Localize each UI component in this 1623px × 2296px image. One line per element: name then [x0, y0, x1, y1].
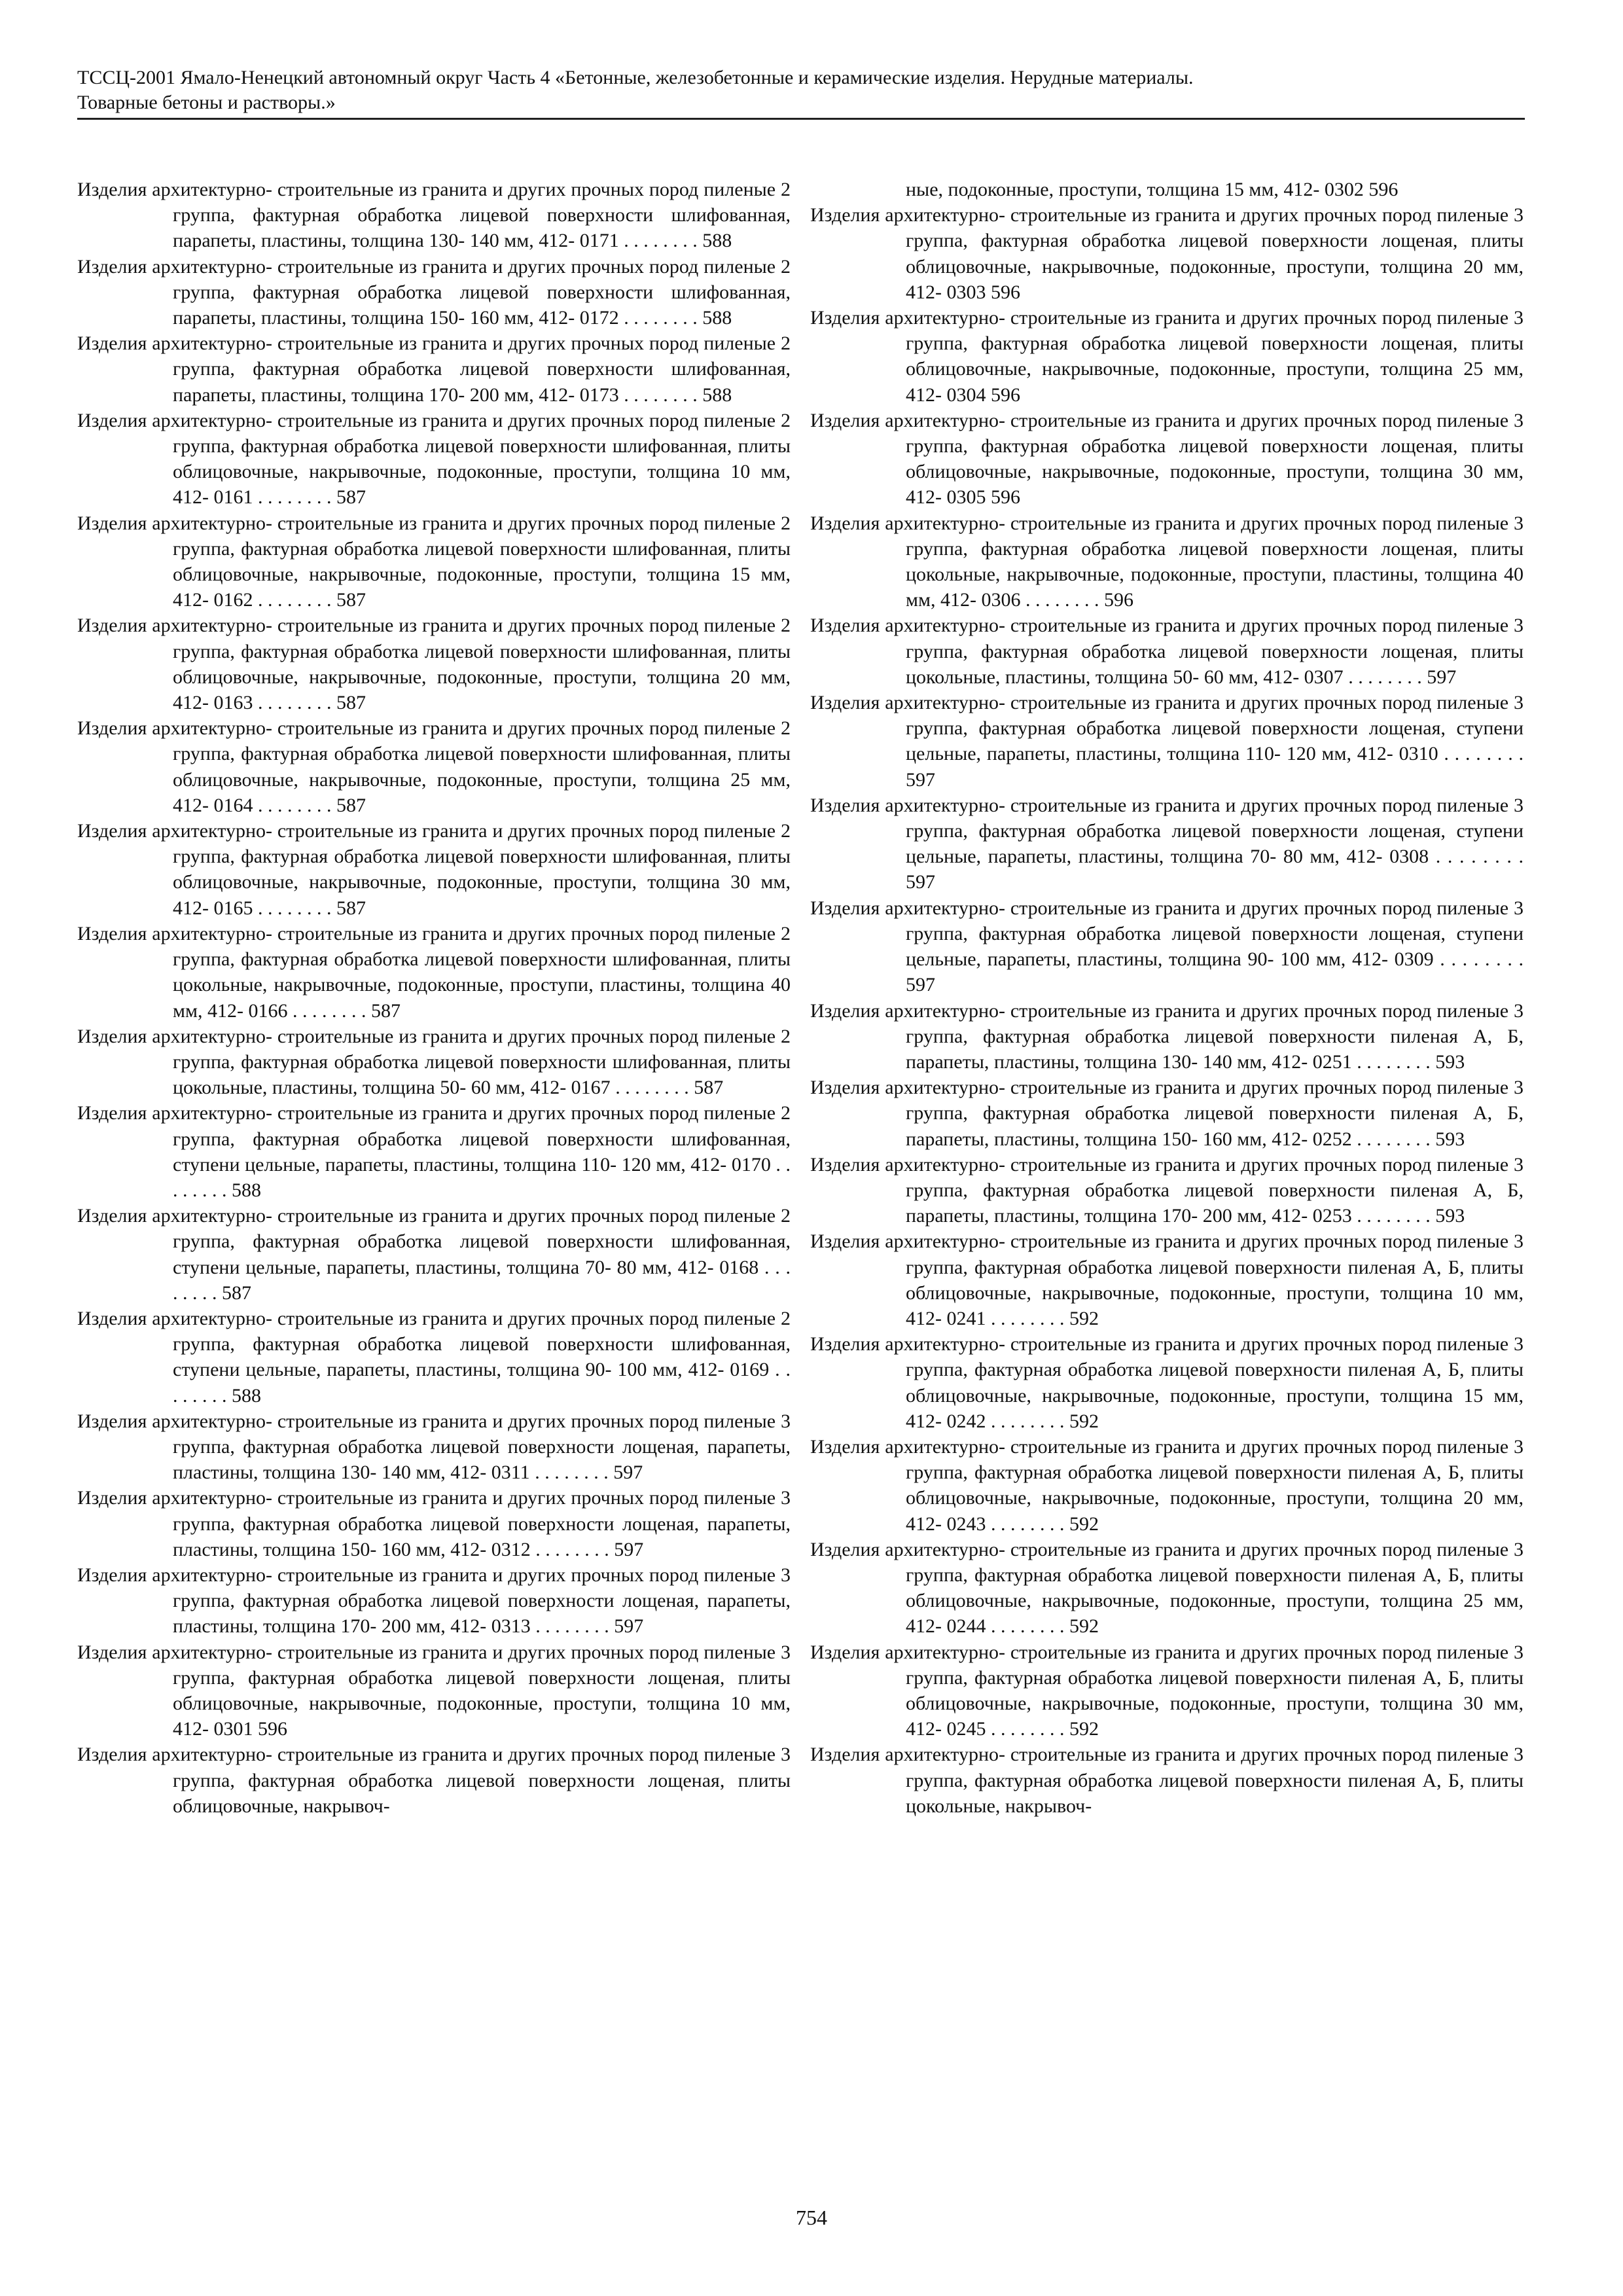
- index-entry: [77, 331, 791, 408]
- dot-leader: . . . . . . . .: [1351, 1050, 1436, 1073]
- index-entry-text: Изделия архитектурно- строительные из гранита и других прочных пород пиленые 3 группа, фактурная обработка лицевой поверхности лощеная, плиты облицовочные, накрывочные, подоконные, проступи, толщина 30 мм, 412- 0305 596: [810, 409, 1524, 509]
- index-entry-page: 593: [1435, 1128, 1465, 1150]
- index-entry-page: 592: [1069, 1615, 1099, 1638]
- index-entry: [810, 202, 1524, 305]
- index-entry-page: 587: [694, 1077, 724, 1099]
- index-entry-text: Изделия архитектурно- строительные из гранита и других прочных пород пиленые 3 группа, фактурная обработка лицевой поверхности пиленая А, Б, плиты цокольные, накрывоч-: [810, 1744, 1524, 1817]
- index-entry-text: Изделия архитектурно- строительные из гранита и других прочных пород пиленые 2 группа, фактурная обработка лицевой поверхности шлифованная, парапеты, пластины, толщина 150- 160 мм, 412- 0172: [77, 255, 791, 329]
- dot-leader: . . . . . . . .: [173, 1153, 791, 1201]
- index-entry: [77, 921, 791, 1024]
- index-entry-text: Изделия архитектурно- строительные из гранита и других прочных пород пиленые 3 группа, фактурная обработка лицевой поверхности лощеная, парапеты, пластины, толщина 130- 140 мм, 412- 0311: [77, 1410, 791, 1484]
- index-entry-text: Изделия архитектурно- строительные из гранита и других прочных пород пиленые 2 группа, фактурная обработка лицевой поверхности шлифованная, ступени цельные, парапеты, пластины, толщина 110- 120 мм, 412- 0170: [77, 1102, 791, 1175]
- index-entry: [810, 690, 1524, 793]
- dot-leader: . . . . . . . .: [1020, 589, 1104, 611]
- dot-leader: . . . . . . . .: [173, 1256, 791, 1304]
- dot-leader: . . . . . . . .: [1438, 743, 1524, 765]
- index-entry-text: Изделия архитектурно- строительные из гранита и других прочных пород пиленые 3 группа, фактурная обработка лицевой поверхности лощеная, ступени цельные, парапеты, пластины, толщина 110- 120 мм, 412- 0310: [810, 692, 1524, 765]
- index-entry: [810, 1229, 1524, 1331]
- index-entry: [77, 818, 791, 921]
- index-entry-text: Изделия архитектурно- строительные из гранита и других прочных пород пиленые 3 группа, фактурная обработка лицевой поверхности пиленая А, Б, плиты облицовочные, накрывочные, подоконные, проступи, толщина 30 мм, 412- 0245: [810, 1641, 1524, 1740]
- dot-leader: . . . . . . . .: [253, 692, 336, 714]
- dot-leader: . . . . . . . .: [253, 897, 336, 919]
- dot-leader: . . . . . . . .: [530, 1538, 615, 1560]
- dot-leader: . . . . . . . .: [529, 1462, 614, 1484]
- index-entry-text: Изделия архитектурно- строительные из гранита и других прочных пород пиленые 3 группа, фактурная обработка лицевой поверхности пиленая А, Б, плиты облицовочные, накрывочные, подоконные, проступи, толщина 25 мм, 412- 0244: [810, 1538, 1524, 1638]
- index-entry: [810, 1640, 1524, 1742]
- index-entry-text: Изделия архитектурно- строительные из гранита и других прочных пород пиленые 2 группа, фактурная обработка лицевой поверхности шлифованная, плиты облицовочные, накрывочные, подоконные, проступи, толщина 25 мм, 412- 0164: [77, 717, 791, 816]
- index-entry-text: Изделия архитектурно- строительные из гранита и других прочных пород пиленые 3 группа, фактурная обработка лицевой поверхности лощеная, плиты цокольные, пластины, толщина 50- 60 мм, 412- 0307: [810, 615, 1524, 688]
- index-entry-text: Изделия архитектурно- строительные из гранита и других прочных пород пиленые 3 группа, фактурная обработка лицевой поверхности лощеная, плиты облицовочные, накрывочные, подоконные, проступи, толщина 25 мм, 412- 0304 596: [810, 307, 1524, 406]
- index-entry-page: 588: [232, 1384, 261, 1407]
- dot-leader: . . . . . . . .: [1343, 666, 1427, 688]
- index-entry-page: 593: [1435, 1050, 1465, 1073]
- index-entry-text: Изделия архитектурно- строительные из гранита и других прочных пород пиленые 3 группа, фактурная обработка лицевой поверхности пиленая А, Б, парапеты, пластины, толщина 150- 160 мм, 412- 0252: [810, 1077, 1524, 1150]
- dot-leader: . . . . . . . .: [173, 1359, 791, 1407]
- page-number: 754: [796, 2206, 827, 2229]
- index-entry: [810, 613, 1524, 690]
- index-entry: [77, 1024, 791, 1101]
- index-entry-page: 597: [614, 1615, 644, 1638]
- index-entry-page: 596: [1103, 589, 1133, 611]
- index-entry-page: 587: [336, 486, 366, 509]
- index-entry-text: Изделия архитектурно- строительные из гранита и других прочных пород пиленые 2 группа, фактурная обработка лицевой поверхности шлифованная, парапеты, пластины, толщина 130- 140 мм, 412- 0171: [77, 179, 791, 252]
- index-entry-text: Изделия архитектурно- строительные из гранита и других прочных пород пиленые 3 группа, фактурная обработка лицевой поверхности пиленая А, Б, плиты облицовочные, накрывочные, подоконные, проступи, толщина 15 мм, 412- 0242: [810, 1333, 1524, 1432]
- index-entry-text: Изделия архитектурно- строительные из гранита и других прочных пород пиленые 2 группа, фактурная обработка лицевой поверхности шлифованная, плиты цокольные, пластины, толщина 50- 60 мм, 412- 0167: [77, 1025, 791, 1099]
- index-entry-text: Изделия архитектурно- строительные из гранита и других прочных пород пиленые 3 группа, фактурная обработка лицевой поверхности лощеная, плиты цокольные, накрывочные, подоконные, проступи, пластины, толщина 40 мм, 412- 0306: [810, 512, 1524, 611]
- index-entry-page: 587: [222, 1282, 251, 1304]
- index-entry: [810, 177, 1524, 202]
- index-entry: [810, 1742, 1524, 1819]
- dot-leader: . . . . . . . .: [986, 1615, 1069, 1638]
- index-entry: [77, 177, 791, 254]
- dot-leader: . . . . . . . .: [986, 1718, 1069, 1740]
- index-entry-page: 597: [614, 1538, 644, 1560]
- index-entry-text: Изделия архитектурно- строительные из гранита и других прочных пород пиленые 3 группа, фактурная обработка лицевой поверхности пиленая А, Б, плиты облицовочные, накрывочные, подоконные, проступи, толщина 10 мм, 412- 0241: [810, 1230, 1524, 1329]
- index-entry-text: Изделия архитектурно- строительные из гранита и других прочных пород пиленые 3 группа, фактурная обработка лицевой поверхности пиленая А, Б, парапеты, пластины, толщина 170- 200 мм, 412- 0253: [810, 1153, 1524, 1227]
- index-entry: [77, 1640, 791, 1742]
- index-entry-text: Изделия архитектурно- строительные из гранита и других прочных пород пиленые 2 группа, фактурная обработка лицевой поверхности шлифованная, ступени цельные, парапеты, пластины, толщина 70- 80 мм, 412- 0168: [77, 1205, 791, 1278]
- dot-leader: . . . . . . . .: [530, 1615, 615, 1638]
- dot-leader: . . . . . . . .: [618, 384, 703, 406]
- index-entry: [77, 613, 791, 715]
- dot-leader: . . . . . . . .: [986, 1513, 1069, 1535]
- index-entry: [77, 408, 791, 511]
- index-entry: [77, 1306, 791, 1408]
- index-entry: [810, 1537, 1524, 1640]
- index-entry-text: Изделия архитектурно- строительные из гранита и других прочных пород пиленые 3 группа, фактурная обработка лицевой поверхности пиленая А, Б, парапеты, пластины, толщина 130- 140 мм, 412- 0251: [810, 999, 1524, 1073]
- index-entry-text: Изделия архитектурно- строительные из гранита и других прочных пород пиленые 3 группа, фактурная обработка лицевой поверхности лощеная, плиты облицовочные, накрывочные, подоконные, проступи, толщина 20 мм, 412- 0303 596: [810, 204, 1524, 303]
- index-entry: [810, 895, 1524, 998]
- dot-leader: . . . . . . . .: [253, 589, 336, 611]
- index-entry: [77, 1203, 791, 1306]
- dot-leader: . . . . . . . .: [618, 230, 703, 252]
- index-entry-text: Изделия архитектурно- строительные из гранита и других прочных пород пиленые 2 группа, фактурная обработка лицевой поверхности шлифованная, плиты облицовочные, накрывочные, подоконные, проступи, толщина 30 мм, 412- 0165: [77, 820, 791, 919]
- index-entry-text: Изделия архитектурно- строительные из гранита и других прочных пород пиленые 2 группа, фактурная обработка лицевой поверхности шлифованная, ступени цельные, парапеты, пластины, толщина 90- 100 мм, 412- 0169: [77, 1307, 791, 1381]
- dot-leader: . . . . . . . .: [1351, 1205, 1436, 1227]
- index-entry-page: 587: [336, 589, 366, 611]
- dot-leader: . . . . . . . .: [1351, 1128, 1436, 1150]
- index-entry-page: 587: [336, 794, 366, 816]
- index-entry-text: Изделия архитектурно- строительные из гранита и других прочных пород пиленые 3 группа, фактурная обработка лицевой поверхности лощеная, плиты облицовочные, накрывоч-: [77, 1744, 791, 1817]
- index-entry-page: 587: [336, 692, 366, 714]
- index-entry: [77, 1100, 791, 1203]
- index-entry-page: 597: [1427, 666, 1457, 688]
- index-entry-page: 592: [1069, 1410, 1099, 1432]
- index-entry-text: Изделия архитектурно- строительные из гранита и других прочных пород пиленые 2 группа, фактурная обработка лицевой поверхности шлифованная, плиты облицовочные, накрывочные, подоконные, проступи, толщина 10 мм, 412- 0161: [77, 409, 791, 509]
- index-entry-page: 597: [613, 1462, 643, 1484]
- index-entry-text: Изделия архитектурно- строительные из гранита и других прочных пород пиленые 3 группа, фактурная обработка лицевой поверхности лощеная, ступени цельные, парапеты, пластины, толщина 90- 100 мм, 412- 0309: [810, 897, 1524, 971]
- index-entry-page: 588: [702, 307, 732, 329]
- index-entry-page: 588: [702, 230, 732, 252]
- index-entry-page: 587: [336, 897, 366, 919]
- dot-leader: . . . . . . . .: [1429, 846, 1524, 868]
- index-entry-text: Изделия архитектурно- строительные из гранита и других прочных пород пиленые 2 группа, фактурная обработка лицевой поверхности шлифованная, парапеты, пластины, толщина 170- 200 мм, 412- 0173: [77, 332, 791, 406]
- index-entry: [810, 305, 1524, 408]
- page-header: [77, 65, 1525, 115]
- index-entry: [810, 408, 1524, 511]
- index-entry-page: 592: [1069, 1513, 1099, 1535]
- dot-leader: . . . . . . . .: [253, 486, 336, 509]
- index-entry-page: 587: [370, 999, 401, 1022]
- index-entry-text: Изделия архитектурно- строительные из гранита и других прочных пород пиленые 3 группа, фактурная обработка лицевой поверхности лощеная, ступени цельные, парапеты, пластины, толщина 70- 80 мм, 412- 0308: [810, 794, 1524, 868]
- index-entry-page: 593: [1435, 1205, 1465, 1227]
- index-entry-page: 592: [1069, 1307, 1099, 1329]
- dot-leader: . . . . . . . .: [986, 1307, 1069, 1329]
- index-column-right: [810, 177, 1524, 1819]
- index-entry: [810, 1434, 1524, 1537]
- index-entry-text: Изделия архитектурно- строительные из гранита и других прочных пород пиленые 2 группа, фактурная обработка лицевой поверхности шлифованная, плиты облицовочные, накрывочные, подоконные, проступи, толщина 15 мм, 412- 0162: [77, 512, 791, 611]
- header-title-line-2: Товарные бетоны и растворы.»: [77, 92, 336, 113]
- index-entry-page: 592: [1069, 1718, 1099, 1740]
- index-entry-text: Изделия архитектурно- строительные из гранита и других прочных пород пиленые 2 группа, фактурная обработка лицевой поверхности шлифованная, плиты облицовочные, накрывочные, подоконные, проступи, толщина 20 мм, 412- 0163: [77, 615, 791, 714]
- dot-leader: . . . . . . . .: [618, 307, 703, 329]
- index-entry: [77, 1485, 791, 1562]
- index-entry: [77, 715, 791, 818]
- header-rule: [77, 118, 1525, 120]
- index-entry-page: 588: [702, 384, 732, 406]
- index-entry: [810, 1075, 1524, 1152]
- index-entry: [810, 793, 1524, 895]
- index-entry-page: 597: [906, 871, 935, 893]
- index-entry-page: 597: [906, 974, 935, 996]
- index-entry: [77, 1562, 791, 1640]
- index-entry-text: Изделия архитектурно- строительные из гранита и других прочных пород пиленые 3 группа, фактурная обработка лицевой поверхности лощеная, плиты облицовочные, накрывочные, подоконные, проступи, толщина 10 мм, 412- 0301 596: [77, 1641, 791, 1740]
- index-entry-page: 597: [906, 768, 935, 791]
- index-entry: [810, 998, 1524, 1075]
- index-entry: [77, 511, 791, 613]
- index-entry: [77, 1742, 791, 1819]
- index-entry: [77, 1408, 791, 1486]
- header-title-line-1: ТССЦ-2001 Ямало-Ненецкий автономный округ Часть 4 «Бетонные, железобетонные и керамические изделия. Нерудные материалы.: [77, 67, 1194, 88]
- index-entry-page: 588: [232, 1179, 261, 1201]
- index-column-left: [77, 177, 791, 1819]
- dot-leader: . . . . . . . .: [1433, 948, 1524, 971]
- index-entry-text: Изделия архитектурно- строительные из гранита и других прочных пород пиленые 3 группа, фактурная обработка лицевой поверхности лощеная, парапеты, пластины, толщина 150- 160 мм, 412- 0312: [77, 1487, 791, 1560]
- index-entry-text: Изделия архитектурно- строительные из гранита и других прочных пород пиленые 2 группа, фактурная обработка лицевой поверхности шлифованная, плиты цокольные, накрывочные, подоконные, проступи, пластины, толщина 40 мм, 412- 0166: [77, 922, 791, 1022]
- dot-leader: . . . . . . . .: [287, 999, 371, 1022]
- index-entry-text: Изделия архитектурно- строительные из гранита и других прочных пород пиленые 3 группа, фактурная обработка лицевой поверхности лощеная, парапеты, пластины, толщина 170- 200 мм, 412- 0313: [77, 1564, 791, 1638]
- dot-leader: . . . . . . . .: [253, 794, 336, 816]
- index-entry: [810, 1331, 1524, 1434]
- index-entry: [77, 254, 791, 331]
- index-entry-text: ные, подоконные, проступи, толщина 15 мм, 412- 0302 596: [906, 179, 1399, 200]
- index-entry: [810, 511, 1524, 613]
- dot-leader: . . . . . . . .: [610, 1077, 694, 1099]
- index-entry-text: Изделия архитектурно- строительные из гранита и других прочных пород пиленые 3 группа, фактурная обработка лицевой поверхности пиленая А, Б, плиты облицовочные, накрывочные, подоконные, проступи, толщина 20 мм, 412- 0243: [810, 1435, 1524, 1535]
- index-entry: [810, 1152, 1524, 1229]
- dot-leader: . . . . . . . .: [986, 1410, 1069, 1432]
